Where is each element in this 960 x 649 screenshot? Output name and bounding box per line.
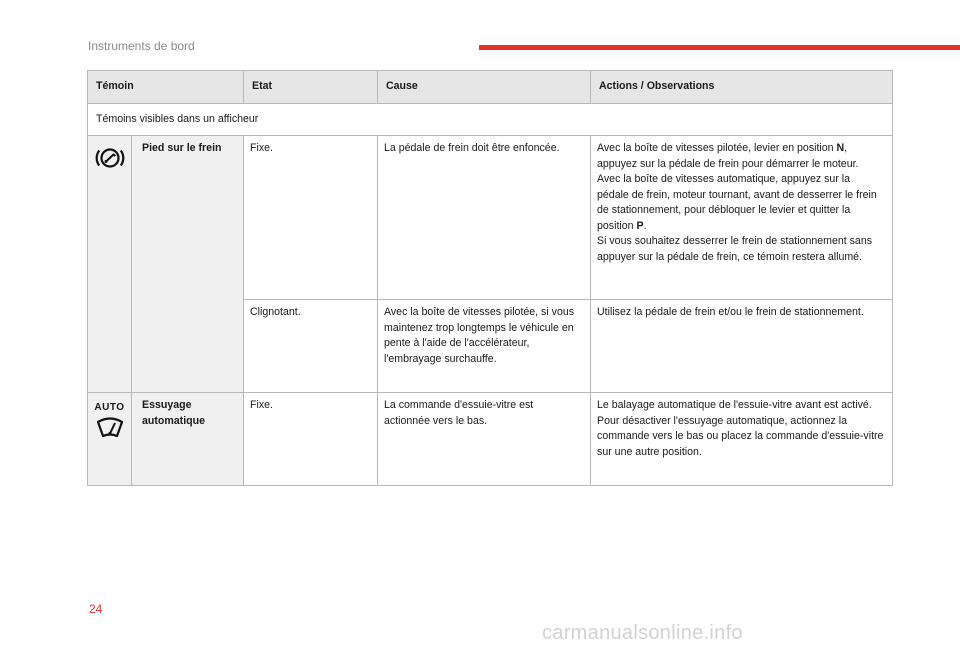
column-header-cause: Cause [378, 71, 591, 104]
page-header-title: Instruments de bord [88, 39, 195, 53]
actions-cell: Utilisez la pédale de frein et/ou le frein de stationnement. [591, 300, 893, 393]
cause-cell: Avec la boîte de vitesses pilotée, si vous maintenez trop longtemps le véhicule en pente à l'aide de l'accélérateur, l'embrayage surchauffe. [378, 300, 591, 393]
table-header-row [88, 71, 893, 104]
actions-cell: Le balayage automatique de l'essuie-vitre avant est activé. Pour désactiver l'essuyage automatique, actionnez la commande vers le bas ou placez la commande d'essuie-vitre sur une autre position. [591, 393, 893, 486]
column-header-etat: Etat [244, 71, 378, 104]
cause-cell: La commande d'essuie-vitre est actionnée vers le bas. [378, 393, 591, 486]
table-row [88, 393, 893, 486]
warning-icon-cell [88, 136, 132, 393]
column-header-temoin: Témoin [88, 71, 244, 104]
brake-pedal-warning-icon [94, 145, 126, 171]
section-row [88, 104, 893, 136]
warning-name: Essuyage automatique [132, 393, 244, 486]
warning-lights-table [87, 70, 893, 486]
state-cell: Fixe. [244, 393, 378, 486]
watermark: carmanualsonline.info [542, 622, 743, 644]
cause-cell: La pédale de frein doit être enfoncée. [378, 136, 591, 300]
page-number: 24 [89, 602, 103, 616]
column-header-actions: Actions / Observations [591, 71, 893, 104]
warning-icon-cell [88, 393, 132, 486]
header-accent-bar [479, 45, 960, 50]
actions-cell: Avec la boîte de vitesses pilotée, levier en position N, appuyez sur la pédale de frein pour démarrer le moteur. Avec la boîte de vitesses automatique, appuyez sur la pédale de frein, moteur tournant, avant de desserrer le frein de stationnement, pour débloquer le levier et quitter la position P. Si vous souhaitez desserrer le frein de stationnement sans appuyer sur la pédale de frein, ce témoin restera allumé. [591, 136, 893, 300]
warning-name: Pied sur le frein [132, 136, 244, 393]
state-cell: Fixe. [244, 136, 378, 300]
auto-wiper-icon [95, 416, 125, 438]
auto-label: AUTO [94, 402, 125, 413]
table-row [88, 136, 893, 300]
state-cell: Clignotant. [244, 300, 378, 393]
section-label: Témoins visibles dans un afficheur [88, 104, 893, 136]
